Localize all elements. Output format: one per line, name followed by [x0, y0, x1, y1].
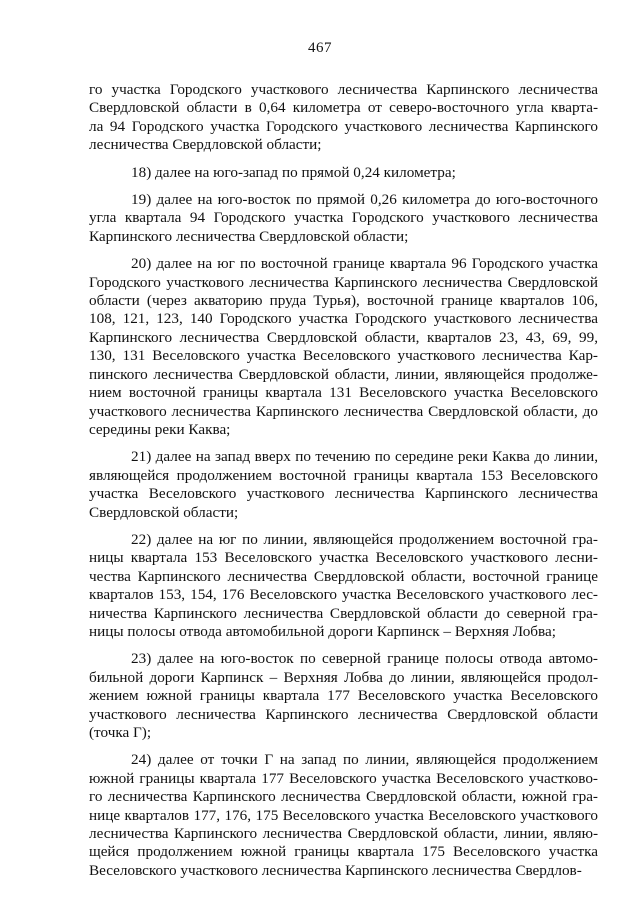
text-line: области (через акваторию пруда Турья), восточной границе кварталов 106,: [89, 292, 598, 310]
text-line: участкового лесничества Карпинского лесничества Свердловской области, до: [89, 402, 598, 420]
paragraph: [89, 164, 598, 182]
text-line: 20) далее на юг по восточной границе квартала 96 Городского участка: [131, 255, 598, 273]
paragraph: [89, 531, 598, 641]
page-number: 467: [308, 40, 332, 56]
text-line: ницы полосы отвода автомобильной дороги Карпинск – Верхняя Лобва;: [89, 622, 556, 640]
text-line: участка Веселовского участкового лесничества Карпинского лесничества: [89, 485, 598, 503]
text-line: Веселовского участкового лесничества Карпинского лесничества Свердлов-: [89, 861, 582, 879]
paragraph: [89, 650, 598, 742]
text-line: жением южной границы квартала 177 Веселовского участка Веселовского: [89, 687, 598, 705]
text-line: щейся продолжением южной границы квартала 175 Веселовского участка: [89, 843, 598, 861]
paragraph: [89, 448, 598, 522]
text-line: являющейся продолжением восточной границы квартала 153 Веселовского: [89, 466, 598, 484]
text-line: кварталов 153, 154, 176 Веселовского участка Веселовского участкового лес-: [89, 586, 598, 604]
text-line: Карпинского лесничества Свердловской области, кварталов 23, 43, 69, 99,: [89, 328, 598, 346]
text-line: ла 94 Городского участка Городского участкового лесничества Карпинского: [89, 117, 598, 135]
text-line: 18) далее на юго-запад по прямой 0,24 километра;: [131, 163, 456, 181]
paragraph: [89, 751, 598, 880]
text-line: ничества Карпинского лесничества Свердловской области до северной гра-: [89, 604, 598, 622]
document-body: [89, 81, 598, 889]
text-line: угла квартала 94 Городского участка Городского участкового лесничества: [89, 209, 598, 227]
text-line: ницы квартала 153 Веселовского участка Веселовского участкового лесни-: [89, 549, 598, 567]
paragraph: [89, 191, 598, 246]
text-line: участкового лесничества Карпинского лесничества Свердловской области: [89, 705, 598, 723]
text-line: Городского участкового лесничества Карпинского лесничества Свердловской: [89, 273, 598, 291]
text-line: Свердловской области;: [89, 503, 239, 521]
text-line: 108, 121, 123, 140 Городского участка Городского участкового лесничества: [89, 310, 598, 328]
text-line: 130, 131 Веселовского участка Веселовского участкового лесничества Кар-: [89, 347, 598, 365]
text-line: лесничества Свердловской области;: [89, 136, 322, 154]
text-line: бильной дороги Карпинск – Верхняя Лобва до линии, являющейся продол-: [89, 668, 598, 686]
paragraph: [89, 81, 598, 155]
text-line: 22) далее на юг по линии, являющейся продолжением восточной гра-: [131, 530, 598, 548]
text-line: го участка Городского участкового лесничества Карпинского лесничества: [89, 81, 598, 98]
text-line: 24) далее от точки Г на запад по линии, являющейся продолжением: [131, 751, 598, 769]
text-line: пинского лесничества Свердловской области, линии, являющейся продолже-: [89, 365, 598, 383]
text-line: Свердловской области в 0,64 километра от северо-восточного угла кварта-: [89, 99, 598, 117]
text-line: южной границы квартала 177 Веселовского участка Веселовского участково-: [89, 769, 598, 787]
text-line: 19) далее на юго-восток по прямой 0,26 километра до юго-восточного: [131, 191, 598, 209]
text-line: Карпинского лесничества Свердловской области;: [89, 227, 409, 245]
text-line: 23) далее на юго-восток по северной границе полосы отвода автомо-: [131, 650, 598, 668]
paragraph: [89, 255, 598, 439]
text-line: лесничества Карпинского лесничества Свердловской области, линии, являю-: [89, 825, 598, 843]
text-line: 21) далее на запад вверх по течению по середине реки Каква до линии,: [131, 448, 598, 466]
text-line: нием восточной границы квартала 131 Веселовского участка Веселовского: [89, 384, 598, 402]
text-line: чества Карпинского лесничества Свердловской области, восточной границе: [89, 567, 598, 585]
text-line: (точка Г);: [89, 724, 152, 741]
text-line: го лесничества Карпинского лесничества Свердловской области, южной гра-: [89, 788, 598, 806]
text-line: нице кварталов 177, 176, 175 Веселовского участка Веселовского участкового: [89, 806, 598, 824]
text-line: середины реки Каква;: [89, 420, 231, 438]
